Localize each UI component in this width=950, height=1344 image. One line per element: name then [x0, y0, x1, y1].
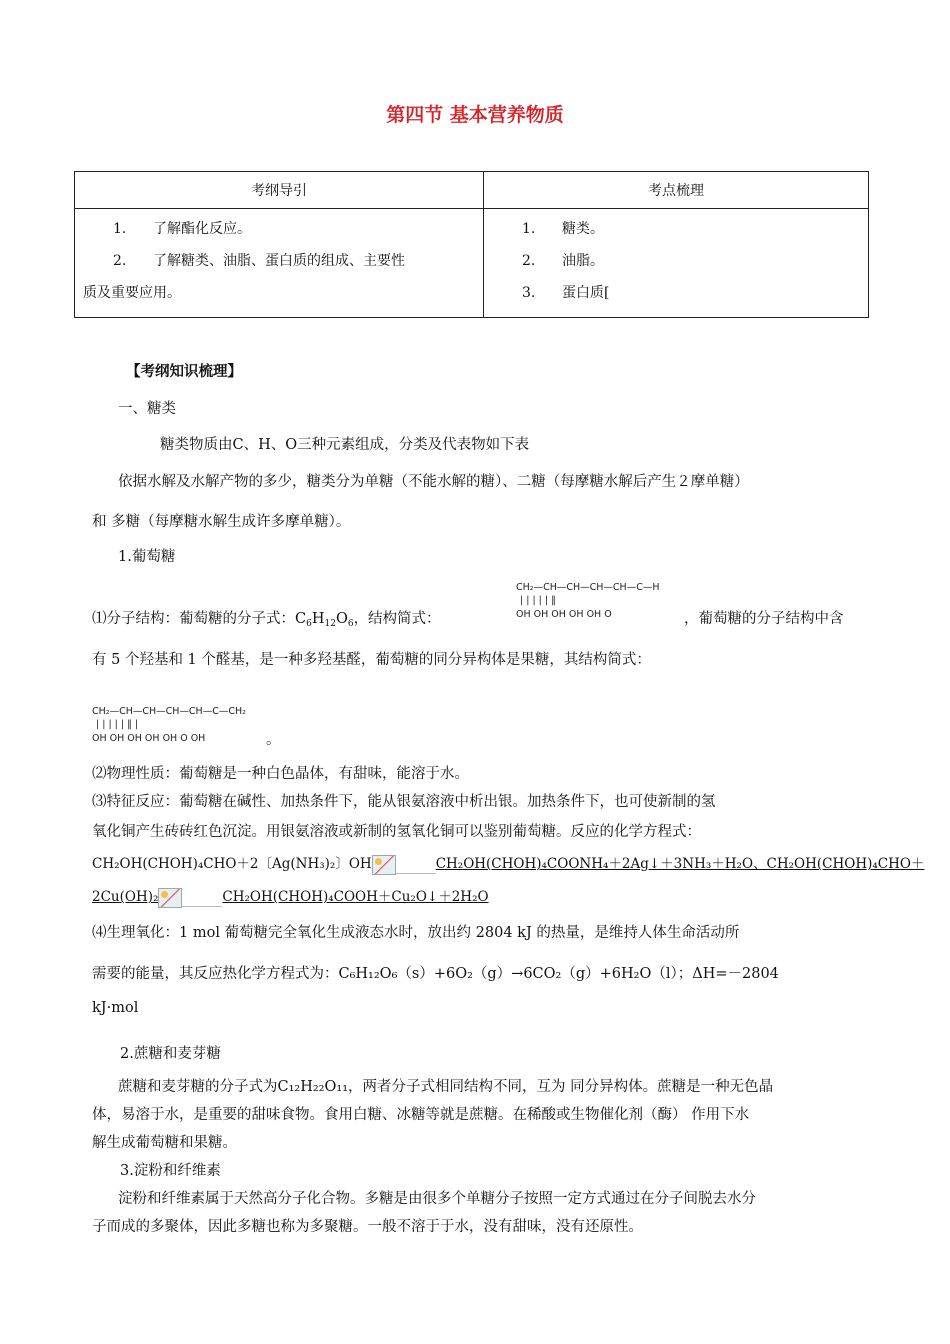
formula-bottom: OH OH OH OH OH O OH — [92, 733, 206, 744]
page-title: 第四节 基本营养物质 — [386, 104, 564, 126]
broken-image-icon — [158, 888, 182, 908]
list-number: 3. — [522, 285, 536, 301]
text: H — [311, 611, 325, 627]
paragraph-sucrose-2: 体，易溶于水，是重要的甜味食物。食用白糖、冰糖等就是蔗糖。在稀酸或生物催化剂（酶） 作用下水 — [92, 1107, 750, 1123]
list-item — [492, 245, 860, 277]
paragraph-oxidation-1: ⑷生理氧化：1 mol 葡萄糖完全氧化生成液态水时，放出约 2804 kJ 的热量，是维持人体生命活动所 — [92, 925, 740, 941]
formula-top: CH₂—CH—CH—CH—CH—C—CH₂ — [92, 706, 246, 717]
text: ⑴分子结构：葡萄糖的分子式：C — [92, 611, 307, 627]
list-number: 1. — [113, 221, 127, 237]
list-item — [83, 213, 475, 245]
broken-image-icon — [372, 855, 396, 875]
heading-glucose: 1.葡萄糖 — [118, 549, 176, 565]
subscript: 6 — [347, 619, 354, 629]
table-header-guide: 考纲导引 — [75, 172, 484, 209]
paragraph-sucrose-3: 解生成葡萄糖和果糖。 — [92, 1135, 237, 1151]
paragraph-oxidation-2: 需要的能量，其反应热化学方程式为：C₆H₁₂O₆（s）+6O₂（g）→6CO₂（g）+6H₂O（l）；ΔH=－2804 — [92, 966, 779, 982]
subscript: 6 — [306, 619, 312, 629]
reaction-arrow — [182, 888, 222, 907]
list-item — [83, 277, 475, 309]
list-item — [492, 277, 860, 309]
paragraph-glucose-structure-cont: ，葡萄糖的分子结构中含 — [684, 611, 844, 627]
paragraph-sucrose-1: 蔗糖和麦芽糖的分子式为C₁₂H₂₂O₁₁，两者分子式相同结构不同，互为 同分异构体。蔗糖是一种无色晶 — [118, 1079, 774, 1095]
equation-left: CH₂OH(CHOH)₄CHO＋2〔Ag(NH₃)₂〕OH — [92, 856, 372, 872]
equation-right: CH₂OH(CHOH)₄COOH＋Cu₂O↓＋2H₂O — [222, 889, 489, 905]
subscript: 12 — [324, 619, 336, 629]
equation-copper — [92, 885, 489, 908]
formula-bonds: | | | | | ‖ | — [96, 719, 139, 730]
paragraph-classification-2: 和 多糖（每摩糖水解生成许多摩单糖）。 — [92, 514, 351, 530]
list-text: 了解糖类、油脂、蛋白质的组成、主要性 — [153, 253, 405, 269]
paragraph-hydroxyl: 有 5 个羟基和 1 个醛基，是一种多羟基醛，葡萄糖的同分异构体是果糖，其结构简式： — [92, 652, 651, 668]
list-text: 质及重要应用。 — [83, 285, 181, 301]
text: O — [335, 611, 348, 627]
paragraph-glucose-structure — [92, 607, 441, 629]
glucose-structure — [516, 582, 696, 626]
list-text: 油脂。 — [562, 253, 604, 269]
fructose-period: 。 — [266, 732, 281, 748]
list-number: 2. — [522, 253, 536, 269]
syllabus-table — [74, 171, 869, 318]
paragraph-reaction-1: ⑶特征反应：葡萄糖在碱性、加热条件下，能从银氨溶液中析出银。加热条件下，也可使新制的氢 — [92, 794, 716, 810]
heading-saccharides: 一、糖类 — [118, 401, 176, 417]
paragraph-physical: ⑵物理性质：葡萄糖是一种白色晶体，有甜味，能溶于水。 — [92, 766, 469, 782]
formula-bottom: OH OH OH OH OH O — [516, 609, 612, 620]
fructose-structure — [92, 706, 292, 750]
equation-right: CH₂OH(CHOH)₄COONH₄＋2Ag↓＋3NH₃＋H₂O、CH₂OH(CHOH)₄CHO＋ — [435, 856, 925, 872]
paragraph-oxidation-3: kJ·mol — [92, 1000, 139, 1016]
list-number: 2. — [113, 253, 127, 269]
table-header-points: 考点梳理 — [484, 172, 869, 209]
list-number: 1. — [522, 221, 536, 237]
paragraph-composition: 糖类物质由C、H、O三种元素组成，分类及代表物如下表 — [160, 437, 530, 453]
text: ，结构简式： — [353, 611, 441, 627]
equation-left: 2Cu(OH)₂ — [92, 889, 159, 905]
formula-bonds: | | | | | ‖ — [520, 595, 556, 606]
guide-cell — [75, 209, 484, 318]
points-cell — [484, 209, 869, 318]
reaction-arrow — [396, 855, 436, 874]
section-heading: 【考纲知识梳理】 — [126, 363, 242, 380]
paragraph-starch-1: 淀粉和纤维素属于天然高分子化合物。多糖是由很多个单糖分子按照一定方式通过在分子间脱去水分 — [118, 1191, 756, 1207]
list-text: 了解酯化反应。 — [153, 221, 251, 237]
list-text: 蛋白质[ — [562, 285, 610, 301]
heading-sucrose: 2.蔗糖和麦芽糖 — [120, 1046, 221, 1062]
list-item — [83, 245, 475, 277]
list-text: 糖类。 — [562, 221, 604, 237]
list-item — [492, 213, 860, 245]
paragraph-classification-1: 依据水解及水解产物的多少，糖类分为单糖（不能水解的糖）、二糖（每摩糖水解后产生２摩单糖） — [118, 474, 749, 490]
heading-starch: 3.淀粉和纤维素 — [120, 1163, 221, 1179]
paragraph-reaction-2: 氧化铜产生砖砖红色沉淀。用银氨溶液或新制的氢氧化铜可以鉴别葡萄糖。反应的化学方程式： — [92, 824, 701, 840]
formula-top: CH₂—CH—CH—CH—CH—C—H — [516, 582, 660, 593]
equation-silver-mirror — [92, 852, 924, 875]
paragraph-starch-2: 子而成的多聚体，因此多糖也称为多聚糖。一般不溶于于水，没有甜味，没有还原性。 — [92, 1219, 643, 1235]
